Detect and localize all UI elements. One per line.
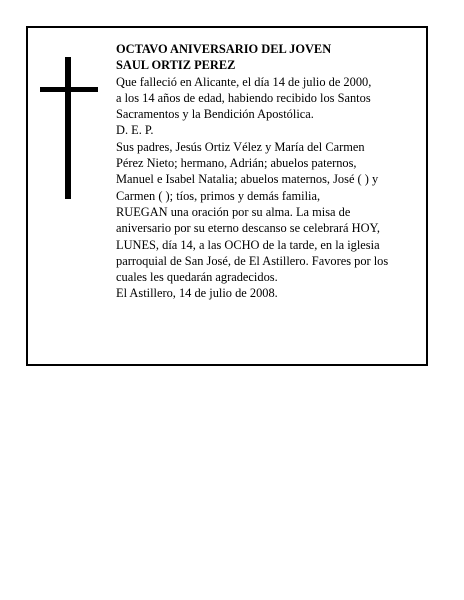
notice-body-line-13: cuales les quedarán agradecidos. (116, 270, 278, 285)
cross-horizontal-bar (40, 87, 98, 92)
notice-body-line-14: El Astillero, 14 de julio de 2008. (116, 286, 278, 301)
obituary-notice (26, 26, 428, 366)
notice-body-line-8: Carmen ( ); tíos, primos y demás familia, (116, 188, 321, 203)
notice-body-line-5: Sus padres, Jesús Ortiz Vélez y María del Carmen (116, 139, 365, 154)
notice-body-line-10: aniversario por su eterno descanso se celebrará HOY, (116, 221, 381, 236)
cross-vertical-bar (65, 57, 71, 199)
notice-text (116, 41, 422, 302)
notice-body-line-12: parroquial de San José, de El Astillero. Favores por los (116, 253, 389, 268)
notice-title-line-1: OCTAVO ANIVERSARIO DEL JOVEN (116, 42, 332, 56)
notice-body-line-11: LUNES, día 14, a las OCHO de la tarde, en la iglesia (116, 237, 380, 252)
latin-cross-icon (40, 57, 98, 199)
notice-body-line-1: Que falleció en Alicante, el día 14 de julio de 2000, (116, 74, 372, 89)
notice-body-line-6: Pérez Nieto; hermano, Adrián; abuelos paternos, (116, 156, 357, 171)
notice-body-line-7: Manuel e Isabel Natalia; abuelos maternos, José ( ) y (116, 172, 379, 187)
notice-body-line-3: Sacramentos y la Bendición Apostólica. (116, 107, 314, 122)
notice-body-line-2: a los 14 años de edad, habiendo recibido los Santos (116, 90, 371, 105)
notice-title-line-2: SAUL ORTIZ PEREZ (116, 58, 236, 73)
notice-body-line-4: D. E. P. (116, 123, 154, 138)
notice-body-line-9: RUEGAN una oración por su alma. La misa de (116, 204, 351, 219)
